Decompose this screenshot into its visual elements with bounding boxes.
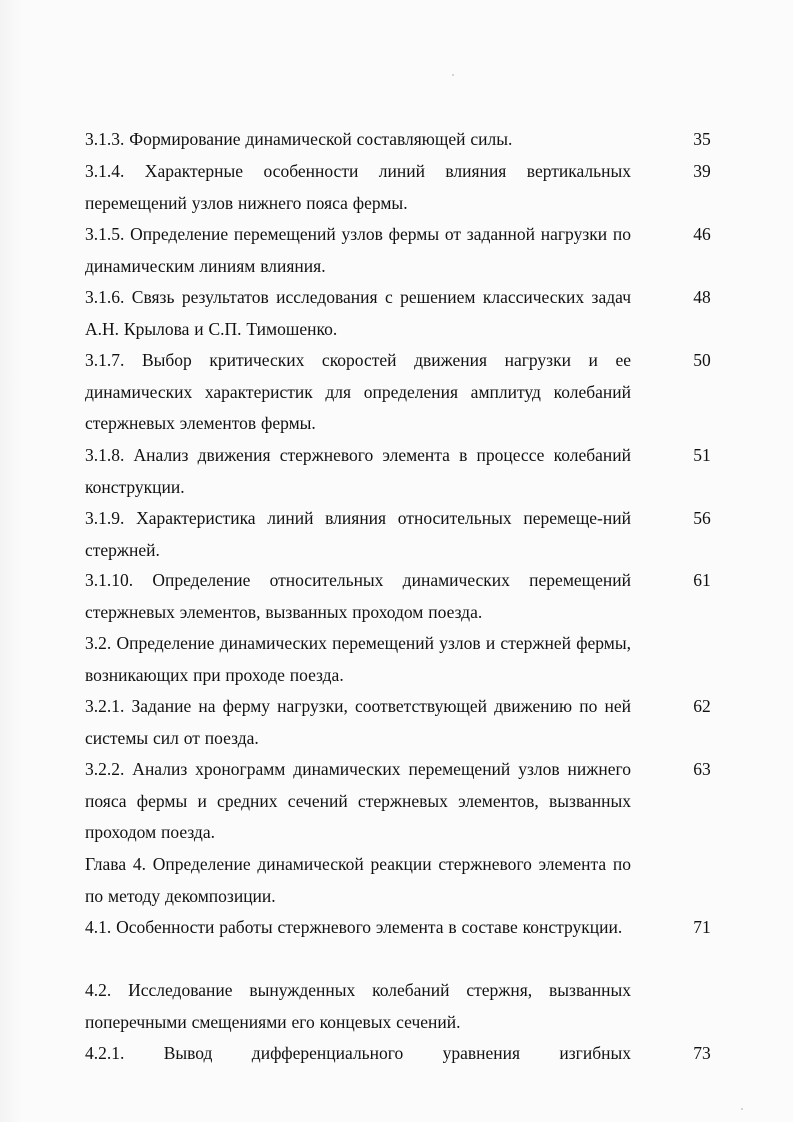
toc-entry-3-2: 3.2. Определение динамических перемещений узлов и стержней фермы, возникающих при проходе поезда. xyxy=(85,633,631,685)
toc-page-number: 48 xyxy=(693,287,711,307)
toc-page-number: 46 xyxy=(693,224,711,244)
toc-entry-3-1-9: 3.1.9. Характеристика линий влияния относительных перемеще-ний стержней. xyxy=(85,508,631,560)
toc-entry-3-1-3: 3.1.3. Формирование динамической составляющей силы. xyxy=(85,129,513,149)
toc-entry-3-1-6: 3.1.6. Связь результатов исследования с решением классических задач А.Н. Крылова и С.П. Тимошенко. xyxy=(85,287,631,339)
toc-entry-3-1-8: 3.1.8. Анализ движения стержневого элемента в процессе колебаний конструкции. xyxy=(85,445,631,497)
toc-entry-3-2-2: 3.2.2. Анализ хронограмм динамических перемещений узлов нижнего пояса фермы и средних сечений стержневых элементов, вызванных проходом поезда. xyxy=(85,759,631,842)
toc-page-number: 73 xyxy=(693,1043,711,1063)
toc-entry-3-1-10: 3.1.10. Определение относительных динамических перемещений стержневых элементов, вызванных проходом поезда. xyxy=(85,570,631,622)
toc-page-number: 39 xyxy=(693,161,711,181)
toc-page-number: 62 xyxy=(693,696,711,716)
toc-entry-3-1-5: 3.1.5. Определение перемещений узлов фермы от заданной нагрузки по динамическим линиям влияния. xyxy=(85,224,631,276)
toc-page-number: 51 xyxy=(693,445,711,465)
toc-entry-3-1-7: 3.1.7. Выбор критических скоростей движения нагрузки и ее динамических характеристик для определения амплитуд колебаний стержневых элементов фермы. xyxy=(85,350,631,433)
toc-entry-4-2: 4.2. Исследование вынужденных колебаний стержня, вызванных поперечными смещениями его концевых сечений. xyxy=(85,980,631,1032)
toc-page-number: 63 xyxy=(693,759,711,779)
toc-entry-3-2-1: 3.2.1. Задание на ферму нагрузки, соответствующей движению по ней системы сил от поезда. xyxy=(85,696,631,748)
toc-page-number: 61 xyxy=(693,570,711,590)
toc-page-number: 71 xyxy=(693,917,711,937)
toc-entry-4-1: 4.1. Особенности работы стержневого элемента в составе конструкции. xyxy=(85,917,623,937)
toc-entry-4-2-1: 4.2.1. Вывод дифференциального уравнения изгибных xyxy=(85,1043,631,1063)
toc-entry-3-1-4: 3.1.4. Характерные особенности линий влияния вертикальных перемещений узлов нижнего пояса фермы. xyxy=(85,161,631,213)
toc-entry-chapter-4: Глава 4. Определение динамической реакции стержневого элемента по по методу декомпозиции. xyxy=(85,854,631,906)
toc-page-number: 35 xyxy=(693,129,711,149)
toc-page-number: 50 xyxy=(693,350,711,370)
toc-page-number: 56 xyxy=(693,508,711,528)
